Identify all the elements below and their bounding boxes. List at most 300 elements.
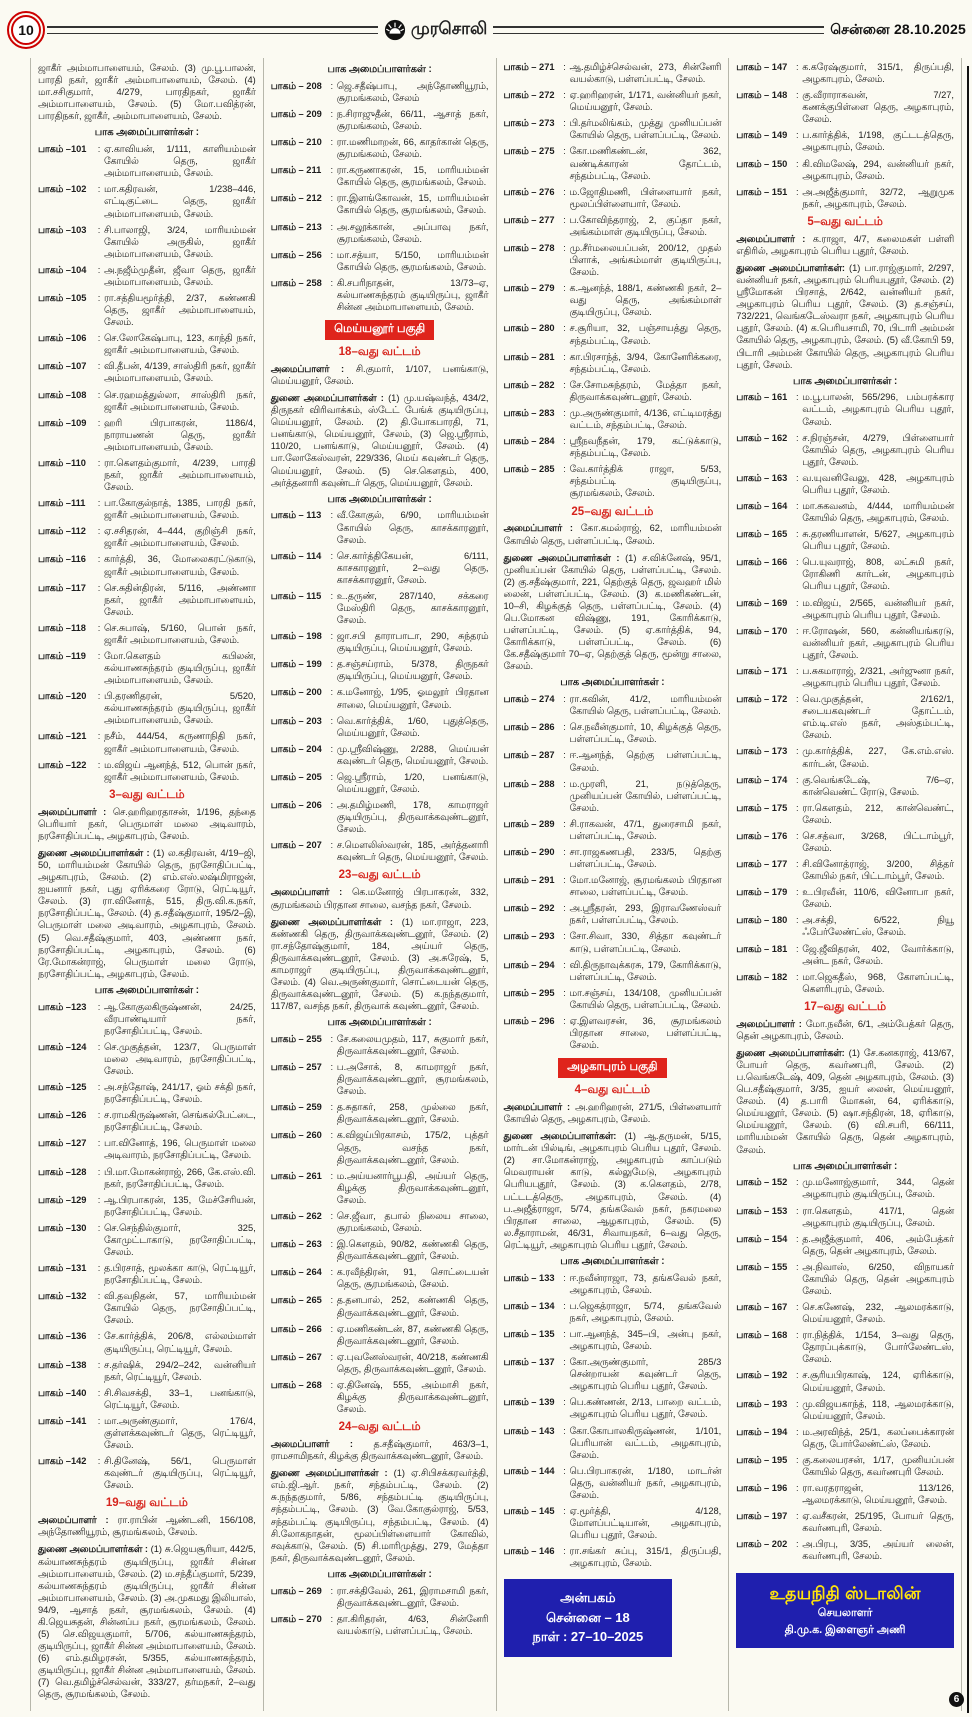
entry-text: ஏ.வசீகரன், 25/195, போயர் தெரு, கவர்ணபுரி, சேலம். bbox=[802, 1511, 954, 1534]
entry-colon: : bbox=[330, 249, 334, 260]
entry-text: ரா.சங்கர் சுப்பு, 315/1, திருப்பதி, அழகாபுரம், சேலம். bbox=[569, 1546, 722, 1569]
entry-text: ஸ்ரீநவநீதன், 179, கட்டுக்காடு, சந்தம்பட்டி, சேலம். bbox=[569, 436, 722, 459]
entry-number: பாகம் – 288 bbox=[503, 778, 555, 789]
entry-number: பாகம் – 134 bbox=[503, 1300, 555, 1311]
entry-text: ரா.மணிமாறன், 66, காதர்கான் தெரு, சூரமங்கலம், சேலம். bbox=[336, 137, 489, 160]
entry-number: பாகம் – 268 bbox=[270, 1379, 322, 1390]
entry-number: பாகம் – 284 bbox=[503, 436, 555, 447]
entry-text: பி.தரணிதரன், 5/520, கல்யாணசுந்தரம் குடியிருப்பு, ஜாகீர் அம்மாபாளையம், சேலம். bbox=[104, 691, 256, 726]
entry-number: பாகம் –111 bbox=[38, 498, 86, 509]
entry-row bbox=[504, 117, 722, 141]
entry-colon: : bbox=[330, 1130, 334, 1141]
entry-number: பாகம் – 115 bbox=[270, 590, 322, 601]
paragraph-lead: அமைப்பாளர் : bbox=[270, 1439, 353, 1450]
entry-number: பாகம் – 271 bbox=[503, 62, 555, 72]
entry-colon: : bbox=[97, 1415, 101, 1426]
entry-text: சி.வினோத்ராஜ், 3/200, சித்தர் கோயில் நகர், பிட்டாம்பூர், சேலம். bbox=[802, 859, 954, 882]
page-number-badge: 10 bbox=[11, 15, 41, 45]
entry-text: ஜெ.சதீஷ்பாபு, அந்தோணியூரம், சூரமங்கலம், சேலம் bbox=[336, 80, 489, 103]
entry-number: பாகம் –103 bbox=[38, 224, 87, 235]
deputy-organizers-paragraph: துணை அமைப்பாளர்கள் : (1) மு.யஷ்வந்த், 434/2, திருநகர் விரிவாக்கம், ஸ்டேட் பேங்க் குடியிருப்பு, மெய்யனூர், சேலம். (2) தி.யோகபாரதி, 71, பனங்காடு, மெய்யனூர், சேலம், (3) ஜெ.ஸ்ரீராம், 110/20, பனங்காடு, மெய்யனூர், சேலம். (4) பா.லோகேஸ்வரன், 229/336, மெய் கவுண்டர் தெரு, மெய்யனூர், சேலம். (5) செ.கௌதம், 400, அர்த்தனாரி கவுண்டர் தெரு, மெய்யனூர், சேலம். bbox=[270, 393, 489, 488]
entry-number: பாகம் – 152 bbox=[736, 1177, 788, 1188]
edition-date bbox=[830, 21, 966, 40]
entry-number: பாகம் – 258 bbox=[270, 277, 322, 288]
paragraph-lead: துணை அமைப்பாளர்கள்: bbox=[736, 1047, 845, 1058]
entry-text: பெ.கண்ணன், 2/13, பாறை வட்டம், அழகாபுரம் பெரிய புதூர், சேலம். bbox=[569, 1397, 722, 1420]
entry-number: பாகம் – 182 bbox=[736, 971, 788, 982]
entry-colon: : bbox=[97, 1359, 101, 1370]
entry-text: ஏ.இளவரசன், 36, சூரமங்கலம் பிரதான சாலை, பள்ளப்பட்டி, சேலம். bbox=[569, 1015, 722, 1051]
entry-number: பாகம் – 113 bbox=[270, 510, 322, 521]
entry-number: பாகம் – 167 bbox=[736, 1302, 788, 1313]
header-rule-right bbox=[493, 26, 824, 34]
entry-row bbox=[271, 839, 489, 863]
entry-number: பாகம் – 255 bbox=[270, 1033, 322, 1044]
entry-colon: : bbox=[795, 597, 799, 608]
entry-number: பாகம் – 166 bbox=[736, 557, 788, 568]
entry-number: பாகம் –122 bbox=[38, 759, 87, 770]
entry-colon: : bbox=[563, 875, 566, 886]
entry-colon: : bbox=[795, 557, 799, 568]
entry-row bbox=[736, 89, 954, 125]
entry-text: ம.அரவிந்த், 25/1, கலப்பைக்காரன் தெரு, போர்லேண்ட்ஸ், சேலம். bbox=[802, 1426, 954, 1449]
entry-row bbox=[504, 89, 722, 113]
entry-text: ரா.கருணாகரன், 15, மாரியம்மன் கோயில் தெரு, சூரமங்கலம், சேலம். bbox=[336, 165, 489, 188]
entry-number: பாகம் –142 bbox=[38, 1456, 87, 1467]
entry-colon: : bbox=[795, 186, 799, 197]
paragraph-lead: துணை அமைப்பாளர்கள் : bbox=[270, 916, 393, 927]
entry-row bbox=[271, 1129, 489, 1165]
entry-row bbox=[271, 1061, 489, 1097]
entry-colon: : bbox=[563, 1506, 566, 1517]
entry-number: பாகம் –121 bbox=[38, 731, 87, 742]
entry-number: பாகம் –131 bbox=[38, 1263, 87, 1274]
entry-text: உ.பிரவீன், 110/6, வினோபா நகர், சேலம். bbox=[802, 887, 954, 910]
entry-colon: : bbox=[795, 158, 799, 169]
paragraph-lead: அமைப்பாளர் : bbox=[270, 363, 345, 374]
entry-text: ரா.கௌதம், 417/1, தென் அழகாபுரம் குடியிருப்பு, சேலம். bbox=[802, 1205, 954, 1228]
entry-row bbox=[271, 164, 489, 188]
entry-colon: : bbox=[795, 529, 799, 540]
entry-text: அ.சலூக்கான், அப்பாவு நகர், சூரமங்கலம், சேலம். bbox=[336, 221, 489, 244]
paragraph-lead: துணை அமைப்பாளர்கள் : bbox=[38, 1544, 148, 1555]
entries-list bbox=[504, 61, 722, 500]
entry-number: பாகம் –128 bbox=[38, 1166, 87, 1177]
entry-text: ந.சிராஜுதீன், 66/11, ஆசாத் நகர், சூரமங்கலம், சேலம். bbox=[336, 108, 489, 131]
entry-text: சி.தினேஷ், 56/1, பெருமாள் கவுண்டர் குடியிருப்பு, ரெட்டியூர், சேலம். bbox=[104, 1456, 256, 1491]
entry-text: ச.நிரஞ்சன், 4/279, பிள்ளையார் கோயில் தெரு, அழகாபுரம் பெரிய புதூர், சேலம். bbox=[802, 432, 954, 467]
entry-text: ஜெ.ஸ்ரீராம், 1/20, பனங்காடு, மெய்யனூர், சேலம். bbox=[336, 771, 489, 795]
entry-colon: : bbox=[563, 778, 566, 789]
entry-text: சி.பாலாஜி, 3/24, மாரியம்மன் கோயில் அருகில், ஜாகீர் அம்மாபாளையம், சேலம். bbox=[104, 224, 256, 259]
entry-text: அ.தமிழ்மணி, 178, காமராஜர் குடியிருப்பு, திருவாக்கவுண்டனூர், சேலம். bbox=[336, 800, 489, 835]
entry-row bbox=[504, 1425, 722, 1461]
deputy-organizers-paragraph: துணை அமைப்பாளர்கள் : (1) ஏ.சிபிசக்கரவர்த்தி, எம்.ஜி.ஆர். நகர், சந்தம்பட்டி, சேலம். (2) சு.நந்தகுமார், 5/86, சந்தம்பட்டி குடியிருப்பு, சந்தம்பட்டி, சேலம். (3) வே.கோகுல்ராஜ், 5/53, சந்தம்பட்டி குடியிருப்பு, சந்தம்பட்டி, சேலம். (4) சி.லோகநாதன், மூலப்பிள்ளையார் கோவில், சவுக்காடு, சேலம். (5) சி.மாரிமுத்து, 279, மேத்தா நகர், திருவாக்கவுண்டனூர், சேலம். bbox=[270, 1468, 489, 1563]
anbagam-box bbox=[504, 1579, 673, 1657]
entry-number: பாகம் – 208 bbox=[270, 80, 322, 91]
entry-number: பாகம் – 290 bbox=[503, 846, 555, 857]
organizer-paragraph: அமைப்பாளர் : மோ.நவீன், 6/1, அம்பேத்கர் தெரு, தென் அழகாபுரம், சேலம். bbox=[736, 1018, 954, 1041]
entry-number: பாகம் –140 bbox=[38, 1387, 87, 1398]
entry-colon: : bbox=[330, 1613, 334, 1624]
entry-number: பாகம் – 291 bbox=[503, 875, 555, 886]
ward-header: 17–வது வட்டம் bbox=[804, 1000, 887, 1013]
entry-colon: : bbox=[795, 501, 799, 512]
entry-row bbox=[504, 463, 722, 499]
entry-row bbox=[736, 1510, 954, 1534]
entry-row bbox=[504, 407, 722, 431]
entry-number: பாகம் – 286 bbox=[503, 722, 555, 733]
entry-row bbox=[38, 1194, 256, 1218]
entry-colon: : bbox=[795, 802, 799, 813]
entry-colon: : bbox=[330, 715, 334, 726]
entry-text: அ.நிவாஸ், 6/250, விநாயகர் கோயில் தெரு, தென் அழகாபுரம் சேலம். bbox=[802, 1261, 954, 1296]
entry-row bbox=[271, 715, 489, 739]
entry-number: பாகம் – 283 bbox=[503, 407, 555, 418]
entry-text: மா.கதிரவன், 1/238–446, எட்டிகுட்டை தெரு, ஜாகீர் அம்மாபாளையம், சேலம். bbox=[104, 184, 256, 219]
entry-row bbox=[504, 322, 722, 346]
entry-row bbox=[38, 690, 256, 726]
entry-colon: : bbox=[563, 1329, 566, 1339]
entry-number: பாகம் – 172 bbox=[736, 694, 788, 705]
entry-row bbox=[38, 1109, 256, 1133]
entry-text: ம.அய்யனார்பூபதி, அய்யர் தெரு, கிழக்கு திருவாக்கவுண்டனூர், சேலம். bbox=[336, 1170, 489, 1205]
organizer-paragraph: அமைப்பாளர் : கோ.கமல்ராஜ், 62, மாரியம்மன் கோயில் தெரு, பள்ளப்பட்டி, சேலம். bbox=[503, 523, 722, 546]
entry-colon: : bbox=[795, 130, 799, 141]
entry-row bbox=[38, 1222, 256, 1258]
entry-colon: : bbox=[795, 1454, 799, 1465]
entry-text: மா.சுகவனம், 4/444, மாரியம்மன் கோயில் தெரு, அழகாபுரம், சேலம். bbox=[802, 501, 954, 524]
entry-row bbox=[736, 1233, 954, 1257]
entry-row bbox=[504, 749, 722, 773]
entry-colon: : bbox=[97, 691, 101, 702]
entry-number: பாகம் –119 bbox=[38, 651, 86, 662]
entry-row bbox=[38, 360, 256, 384]
entry-text: ரா.கௌதம், 212, கான்வெண்ட், சேலம். bbox=[802, 802, 954, 825]
entry-colon: : bbox=[795, 1205, 799, 1216]
entry-number: பாகம் –108 bbox=[38, 389, 87, 400]
entry-row bbox=[38, 457, 256, 493]
entry-colon: : bbox=[97, 1166, 101, 1177]
entry-text: த.தனபால், 252, கண்ணகி தெரு, திருவாக்கவுண்டனூர், சேலம். bbox=[336, 1295, 489, 1318]
entry-number: பாகம் – 272 bbox=[503, 90, 555, 101]
entry-colon: : bbox=[563, 1465, 566, 1476]
entry-colon: : bbox=[97, 184, 101, 195]
entry-text: ப.சுகமாராஜ், 2/321, அர்ஜுனா நகர், அழகாபுரம் பெரிய புதூர், சேலம். bbox=[802, 665, 954, 689]
entry-colon: : bbox=[795, 915, 799, 926]
entry-row bbox=[38, 1041, 256, 1077]
murasoli-rising-sun-logo-icon bbox=[384, 19, 406, 41]
entry-number: பாகம் – 205 bbox=[270, 771, 322, 782]
entry-text: சோ.சிவா, 330, சித்தா கவுண்டர் காடு, பள்ளப்பட்டி, சேலம். bbox=[569, 931, 722, 954]
entry-text: கோ.கோபாலகிருஷ்ணன், 1/101, பெரியான் வட்டம், அழகாபுரம், சேலம். bbox=[569, 1425, 722, 1460]
entry-number: பாகம் – 296 bbox=[503, 1015, 555, 1026]
entry-number: பாகம் – 174 bbox=[736, 774, 788, 785]
entry-colon: : bbox=[563, 1397, 566, 1408]
entry-row bbox=[38, 389, 256, 413]
entry-colon: : bbox=[330, 165, 334, 176]
masthead-title: முரசொலி bbox=[410, 19, 488, 38]
entry-row bbox=[271, 658, 489, 682]
entry-row bbox=[271, 686, 489, 710]
entry-number: பாகம் –110 bbox=[38, 457, 86, 468]
entry-number: பாகம் – 149 bbox=[736, 130, 788, 141]
entry-colon: : bbox=[97, 1110, 101, 1121]
entry-text: மா.அருண்குமார், 176/4, குள்ளக்கவுண்டர் தெரு, ரெட்டியூர், சேலம். bbox=[104, 1415, 256, 1451]
entry-text: க.கரேஷ்குமார், 315/1, திருப்பதி, அழகாபுரம், சேலம். bbox=[802, 62, 954, 85]
entry-row bbox=[271, 509, 489, 545]
entry-text: சா.ராஜகணபதி, 233/5, தெற்கு பள்ளப்பட்டி, சேலம். bbox=[569, 846, 722, 870]
ward-header: 5–வது வட்டம் bbox=[807, 215, 883, 228]
deputy-organizers-paragraph: துணை அமைப்பாளர்கள்: (1) சே.கனகராஜ், 413/67, போயர் தெரு, கவர்ணபுரி, சேலம். (2) ப.வெங்கடேஷ், 409, தென் அழகாபுரம், சேலம். (3) பெ.சதீஷ்குமார், 3/35, ஐயர் லைன், மெய்யனூர், சேலம். (4) த.பாரி மோகன், 64, ஏரிக்காடு, மெய்யனூர், சேலம். (5) ஷா.சந்திரன், 18, ஏரிகாடு, மெய்யனூர், சேலம். (6) வி.சபரி, 66/111, மாரியம்மன் கோயில் தெரு, தென் அழகாபுரம், சேலம். bbox=[736, 1047, 954, 1155]
entries-list bbox=[736, 391, 954, 994]
entry-row bbox=[38, 622, 256, 646]
entry-text: வி.திருநாவுக்கரசு, 179, கோரிக்காடு, பள்ளப்பட்டி, சேலம். bbox=[569, 959, 722, 982]
entry-colon: : bbox=[795, 830, 799, 841]
deputy-organizers-paragraph: துணை அமைப்பாளர்கள் : (1) சு.ஜெயசூரியா, 442/5, கல்யாணசுந்தரம் குடியிருப்பு, ஜாகீர் சின்ன அம்மாபாளையம், சேலம். (2) ம.சந்தீப்குமார், 5/239, கல்யாணசுந்தரம் குடியிருப்பு, ஜாகீர் சின்ன அம்மாபாளையம், சேலம். (3) அ.முகமது இலியாஸ், 94/9, ஆசாத் நகர், சூரமங்கலம், சேலம். (4) கி.ஜெயசுதன், சின்னப்ப நகர், சூரமங்கலம், சேலம். (5) செ.விஜயகுமார், 5/706, கல்யாணசுந்தரம், குடியிருப்பு, ஜாகீர் சின்ன அம்மாபாளையம், சேலம். (6) எம்.தமிழரசன், 5/355, கல்யாணசுந்தரம், குடியிருப்பு, ஜாகீர் சின்ன அம்மாபாளையம், சேலம். (7) வெ.தமிழ்ச்செல்வன், 333/27, தர்மநகர், 2–வது தெரு, சூரமங்கலம், சேலம். bbox=[38, 1544, 256, 1700]
entry-row bbox=[736, 556, 954, 592]
blue-box-line: உதயநிதி ஸ்டாலின் bbox=[769, 1583, 921, 1603]
entry-row bbox=[736, 774, 954, 798]
entry-text: ஏ.ஹரிஹரன், 1/171, வன்னியர் நகர், மெய்யனூர், சேலம். bbox=[569, 90, 722, 113]
entry-row bbox=[271, 80, 489, 104]
entry-number: பாகம் – 150 bbox=[736, 158, 788, 169]
entry-text: த.சஞ்சய்ராம், 5/378, திருநகர் குடியிருப்பு, மெய்யனூர், சேலம். bbox=[336, 659, 489, 682]
entry-row bbox=[504, 1465, 722, 1501]
entry-row bbox=[38, 1290, 256, 1326]
entry-row bbox=[504, 242, 722, 278]
entry-row bbox=[736, 886, 954, 910]
entry-row bbox=[504, 1545, 722, 1569]
entry-row bbox=[736, 158, 954, 182]
entry-number: பாகம் – 197 bbox=[736, 1511, 788, 1522]
entry-colon: : bbox=[97, 292, 101, 303]
entry-number: பாகம் – 264 bbox=[270, 1267, 322, 1278]
entry-row bbox=[271, 221, 489, 245]
entry-number: பாகம் – 202 bbox=[736, 1539, 788, 1550]
entry-row bbox=[271, 192, 489, 216]
entry-row bbox=[271, 743, 489, 767]
entry-colon: : bbox=[330, 1033, 334, 1044]
entries-list bbox=[504, 1272, 722, 1570]
entry-number: பாகம் – 164 bbox=[736, 501, 788, 512]
entry-number: பாகம் – 146 bbox=[503, 1546, 555, 1557]
entry-row bbox=[504, 1272, 722, 1296]
entry-colon: : bbox=[330, 1062, 334, 1073]
columns-container bbox=[0, 50, 972, 1717]
entries-list bbox=[271, 1033, 489, 1415]
entry-number: பாகம் – 281 bbox=[503, 351, 555, 362]
entry-number: பாகம் –141 bbox=[38, 1415, 87, 1426]
entry-number: பாகம் – 265 bbox=[270, 1295, 322, 1306]
entry-text: மு.விஜயகாந்த், 118, ஆலமரக்காடு, மெய்யனூர், சேலம். bbox=[802, 1398, 954, 1421]
entry-row bbox=[271, 1379, 489, 1415]
entry-number: பாகம் – 256 bbox=[270, 249, 322, 260]
entry-colon: : bbox=[330, 193, 334, 204]
entry-row bbox=[736, 186, 954, 210]
entry-text: ஏ.காவியன், 1/111, காளியம்மன் கோயில் தெரு, ஜாகீர் அம்மாபாளையம், சேலம். bbox=[104, 144, 256, 179]
entry-text: ப.ஜெகத்ராஜா, 5/74, தங்கவேல் நகர், அழகாபுரம், சேலம். bbox=[569, 1300, 722, 1323]
entry-colon: : bbox=[563, 283, 566, 294]
entry-number: பாகம் – 274 bbox=[503, 694, 555, 705]
entry-number: பாகம் – 273 bbox=[503, 118, 555, 129]
entry-row bbox=[38, 1262, 256, 1286]
entry-text: கா.பிரசாந்த், 3/94, கோனேரிக்கரை, சந்தம்பட்டி, சேலம். bbox=[569, 351, 722, 374]
entry-row bbox=[271, 136, 489, 160]
entry-text: ஏ.புவனேஸ்வரன், 40/218, கண்ணகி தெரு, திருவாக்கவுண்டனூர், சேலம். bbox=[336, 1351, 489, 1374]
entry-colon: : bbox=[795, 746, 799, 757]
entry-colon: : bbox=[97, 264, 101, 275]
entry-number: பாகம் –132 bbox=[38, 1291, 87, 1302]
entry-colon: : bbox=[97, 759, 101, 770]
entry-number: பாகம் – 279 bbox=[503, 283, 555, 294]
entry-colon: : bbox=[330, 659, 334, 670]
entry-number: பாகம் – 211 bbox=[270, 165, 322, 176]
entry-colon: : bbox=[795, 625, 799, 636]
entry-number: பாகம் – 207 bbox=[270, 840, 322, 851]
entry-colon: : bbox=[563, 694, 566, 705]
entry-text: ரா.கௌதம்குமார், 4/239, பாரதி நகர், ஜாகீர் அம்மாபாளையம், சேலம். bbox=[104, 457, 256, 493]
entry-row bbox=[504, 214, 722, 238]
entry-number: பாகம் – 289 bbox=[503, 818, 555, 829]
entry-number: பாகம் –120 bbox=[38, 691, 87, 702]
entry-text: ப.கோவிந்தராஜ், 2, குப்தா நகர், அங்கம்மாள் குடியிருப்பு, சேலம். bbox=[569, 214, 722, 237]
entry-number: பாகம் – 173 bbox=[736, 746, 788, 757]
entry-row bbox=[736, 432, 954, 468]
entry-row bbox=[271, 1323, 489, 1347]
entry-text: செ.நவீன்குமார், 10, கிழக்குத் தெரு, பள்ளப்பட்டி, சேலம். bbox=[569, 722, 722, 745]
entry-text: க.ஆனந்த், 188/1, கண்ணகி நகர், 2–வது தெரு, அங்கம்மாள் குடியிருப்பு, சேலம். bbox=[569, 283, 722, 318]
entry-colon: : bbox=[795, 90, 799, 101]
entry-number: பாகம் – 137 bbox=[503, 1357, 555, 1368]
entry-number: பாகம் – 154 bbox=[736, 1233, 788, 1244]
entry-colon: : bbox=[563, 959, 566, 970]
entry-colon: : bbox=[563, 1272, 566, 1283]
organizer-paragraph: அமைப்பாளர் : சி.குமார், 1/107, பனங்காடு, மெய்யனூர், சேலம். bbox=[270, 363, 489, 387]
entry-colon: : bbox=[563, 379, 566, 390]
entry-text: தா.கிரிதரன், 4/63, சின்னேரி வயல்காடு, பள்ளப்பட்டி, சேலம். bbox=[336, 1613, 489, 1636]
entry-row bbox=[736, 472, 954, 496]
continuation-paragraph: ஜாகீர் அம்மாபாளையம், சேலம். (3) மு.பூ.பாலன், பாரதி நகர், ஜாகீர் அம்மாபாளையம், சேலம். (4) மா.சசிகுமார், 4/279, பாரதிநகர், ஜாகீர் அம்மாபாளையம், சேலம். (5) மோ.பவித்ரன், பாரதிநகர், ஜாகீர், அம்மாபாளையம், சேலம். bbox=[38, 63, 256, 122]
entry-text: ரா.இளங்கோவன், 15, மாரியம்மன் கோயில் தெரு, சூரமங்கலம், சேலம். bbox=[336, 193, 489, 216]
entry-colon: : bbox=[795, 694, 799, 705]
paragraph-lead: துணை அமைப்பாளர்கள்: bbox=[503, 1131, 617, 1142]
entry-text: ஈ.ஆனந்த், தெற்கு பள்ளப்பட்டி, சேலம். bbox=[569, 750, 722, 773]
blue-box-line: சென்னை – 18 bbox=[546, 1609, 630, 1625]
entry-colon: : bbox=[795, 943, 799, 954]
entry-number: பாகம் – 260 bbox=[270, 1130, 322, 1141]
entry-number: பாகம் – 278 bbox=[503, 243, 555, 254]
ward-header: 18–வது வட்டம் bbox=[338, 346, 421, 358]
entry-colon: : bbox=[795, 432, 799, 443]
entry-colon: : bbox=[330, 800, 334, 811]
entry-row bbox=[38, 1387, 256, 1411]
entry-number: பாகம் – 259 bbox=[270, 1102, 322, 1113]
entry-text: பி.மா.மோகன்ராஜ், 266, கே.எஸ்.வி. நகர், நரசோதிப்பட்டி, சேலம். bbox=[104, 1166, 256, 1189]
entry-row bbox=[736, 1482, 954, 1506]
entry-number: பாகம் –104 bbox=[38, 264, 87, 275]
entry-text: பா.கோகுல்நாத், 1385, பாரதி நகர், ஜாகீர் அம்மாபாளையம், சேலம். bbox=[104, 498, 256, 521]
entry-colon: : bbox=[97, 582, 101, 593]
entry-number: பாகம் –118 bbox=[38, 622, 86, 633]
entry-row bbox=[271, 108, 489, 132]
entry-number: பாகம் – 147 bbox=[736, 62, 788, 72]
entry-text: த.சுதாகர், 258, முல்லை நகர், திருவாக்கவுண்டனூர், சேலம். bbox=[336, 1102, 489, 1125]
entry-number: பாகம் – 181 bbox=[736, 943, 788, 954]
ward-header: 24–வது வட்டம் bbox=[338, 1421, 421, 1434]
entry-row bbox=[504, 1015, 722, 1051]
ward-header: 3–வது வட்டம் bbox=[109, 788, 185, 801]
entry-row bbox=[271, 1613, 489, 1637]
entry-number: பாகம் – 199 bbox=[270, 659, 322, 670]
entry-text: ஆ.தமிழ்ச்செல்வன், 273, சின்னேரி வயல்காடு, பள்ளப்பட்டி, சேலம். bbox=[569, 62, 722, 85]
entry-colon: : bbox=[563, 118, 566, 129]
entry-colon: : bbox=[330, 1267, 334, 1278]
entry-number: பாகம் – 161 bbox=[736, 392, 788, 403]
paragraph-lead: அமைப்பாளர் : bbox=[38, 1515, 109, 1526]
entry-colon: : bbox=[563, 1425, 566, 1436]
entry-row bbox=[38, 417, 256, 453]
entry-text: ச.சூரியபிரகாஷ், 124, ஏரிக்காடு, மெய்யனூர், சேலம். bbox=[802, 1370, 954, 1393]
paragraph-lead: அமைப்பாளர் : bbox=[38, 806, 107, 817]
entry-colon: : bbox=[97, 389, 101, 400]
entry-row bbox=[504, 959, 722, 983]
entry-row bbox=[736, 693, 954, 741]
entry-colon: : bbox=[97, 498, 101, 509]
entry-colon: : bbox=[563, 351, 566, 362]
entry-row bbox=[271, 1101, 489, 1125]
entry-colon: : bbox=[97, 1331, 101, 1342]
entry-text: அ.அஜீத்குமார், 32/72, ஆறுமுக நகர், அழகாபுரம், சேலம். bbox=[802, 186, 954, 209]
entry-row bbox=[504, 778, 722, 814]
entry-text: வ.யுவனிவேலு, 428, அழகாபுரம் பெரிய புதூர், சேலம். bbox=[802, 472, 954, 495]
entry-text: அ.பிரபு, 3/35, அய்யர் லைன், கவர்ணபுரி, சேலம். bbox=[802, 1539, 954, 1562]
entry-colon: : bbox=[330, 510, 334, 521]
entry-colon: : bbox=[563, 750, 566, 761]
entry-colon: : bbox=[97, 554, 101, 565]
entry-colon: : bbox=[97, 651, 101, 662]
entry-colon: : bbox=[563, 818, 566, 829]
entry-text: மோ.மனோஜ், சூரமங்கலம் பிரதான சாலை, பள்ளப்பட்டி, சேலம். bbox=[569, 875, 722, 898]
paragraph-lead: துணை அமைப்பாளர்கள் : bbox=[270, 393, 384, 404]
entry-row bbox=[38, 525, 256, 549]
paragraph-lead: அமைப்பாளர் : bbox=[503, 1102, 571, 1113]
entry-number: பாகம் – 285 bbox=[503, 464, 555, 475]
entry-row bbox=[504, 874, 722, 898]
entry-text: க.மனோஜ், 1/95, ஓமலூர் பிரதான சாலை, மெய்யனூர், சேலம். bbox=[336, 687, 489, 710]
entry-colon: : bbox=[97, 1291, 101, 1302]
organizer-paragraph: அமைப்பாளர் : ரா.ராபின் ஆண்டனி, 156/108, அந்தோணியூரம், சூரமங்கலம், சேலம். bbox=[38, 1515, 256, 1538]
section-label: பாக அமைப்பாளர்கள் : bbox=[793, 1160, 898, 1172]
entry-colon: : bbox=[563, 846, 566, 857]
entry-text: கார்த்தி, 36, மோலைகரட்டுகாடு, ஜாகீர் அம்மாபாளையம், சேலம். bbox=[104, 554, 256, 577]
entry-text: ம.விஜய், 2/565, வன்னியர் நகர், அழகாபுரம் பெரிய புதூர், சேலம். bbox=[802, 597, 954, 620]
region-header-wrap bbox=[504, 1058, 722, 1078]
entry-text: ஆ.கோகுலகிருஷ்ணன், 24/25, வீரபாண்டியார் நகர், நரசோதிப்பட்டி, சேலம். bbox=[104, 1001, 256, 1036]
entry-colon: : bbox=[563, 186, 566, 197]
entry-row bbox=[38, 1330, 256, 1354]
entry-text: ஜா.சபி தாராபாடா, 290, சுந்தரம் குடியிருப்பு, மெய்யனூர், சேலம். bbox=[336, 631, 489, 654]
entry-number: பாகம் – 143 bbox=[503, 1425, 555, 1436]
entry-row bbox=[271, 771, 489, 795]
entry-number: பாகம் –107 bbox=[38, 361, 87, 372]
entry-number: பாகம் – 200 bbox=[270, 687, 322, 698]
entry-row bbox=[736, 745, 954, 769]
organizer-paragraph: அமைப்பாளர் : செ.ஹரிஹரதாசன், 1/196, தந்தை பெரியார் நகர், பெருமாள் மலை அடிவாரம், நரசோதிப்பட்டி, அழகாபுரம், சேலம். bbox=[38, 806, 256, 841]
entry-text: ச.தர்ஷிக், 294/2–242, வன்னியர் நகர், ரெட்டியூர், சேலம். bbox=[104, 1359, 256, 1382]
entry-number: பாகம் – 165 bbox=[736, 529, 788, 540]
entry-number: பாகம் – 212 bbox=[270, 193, 322, 204]
